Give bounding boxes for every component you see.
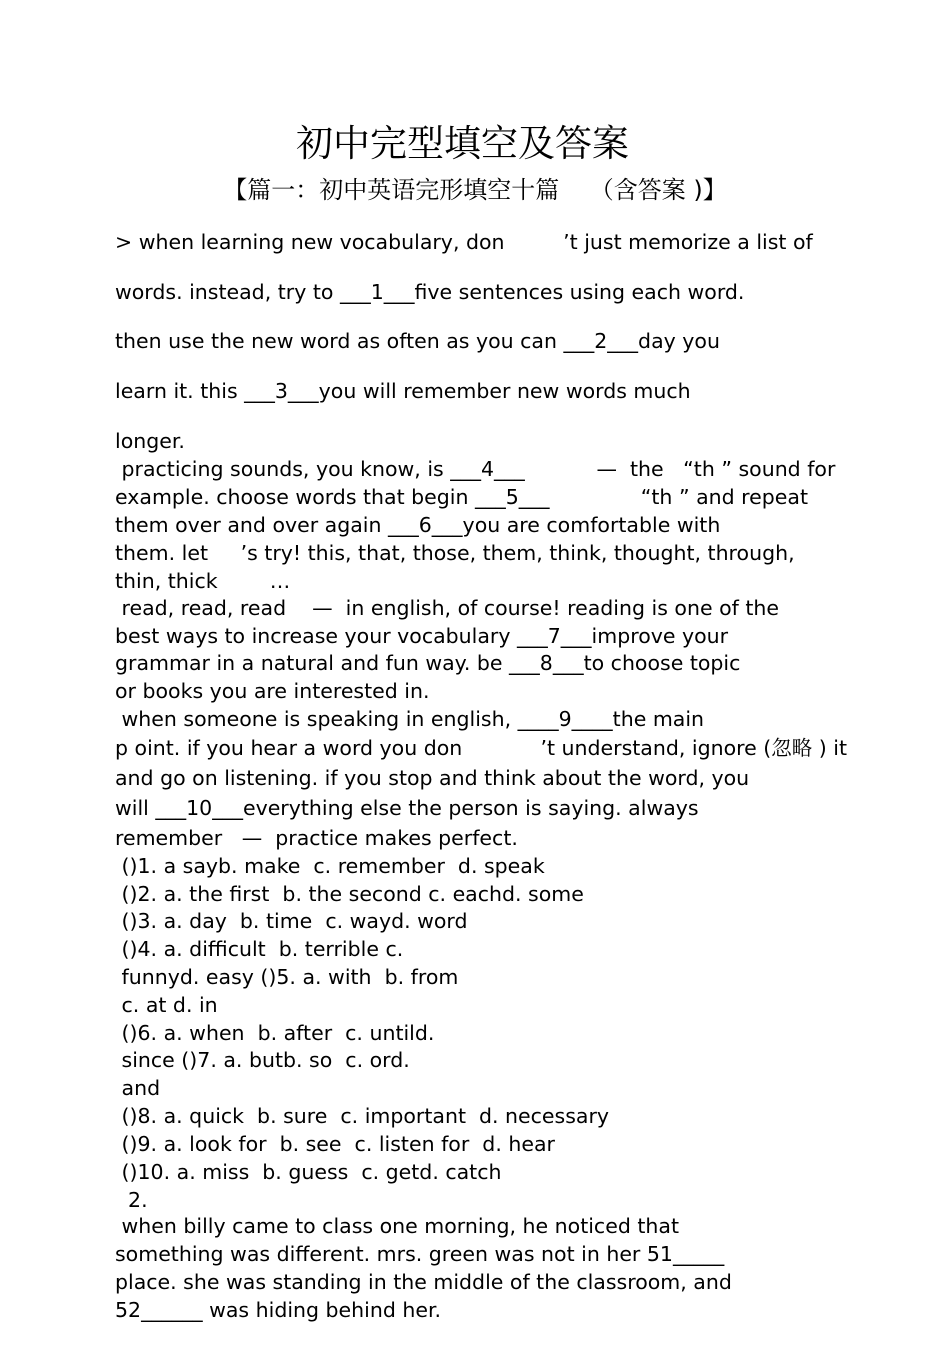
text-line: practicing sounds, you know, is ___4___ — the “th ” sound for xyxy=(115,457,836,481)
text-line: since ()7. a. butb. so c. ord. xyxy=(115,1048,410,1072)
text-line: ()9. a. look for b. see c. listen for d. hear xyxy=(115,1132,555,1156)
text-line: read, read, read — in english, of course! reading is one of the xyxy=(115,596,779,620)
text-line: or books you are interested in. xyxy=(115,679,430,703)
text-line: 52______ was hiding behind her. xyxy=(115,1298,442,1322)
text-line: then use the new word as often as you can ___2___day you xyxy=(115,329,720,353)
text-line: learn it. this ___3___you will remember new words much xyxy=(115,379,691,403)
text-line: them. let ’s try! this, that, those, them, think, thought, through, xyxy=(115,541,795,565)
text-line: remember — practice makes perfect. xyxy=(115,826,518,850)
text-line: ()6. a. when b. after c. untild. xyxy=(115,1021,435,1045)
text-line: 2. xyxy=(115,1188,148,1212)
text-line: something was different. mrs. green was not in her 51_____ xyxy=(115,1242,725,1266)
text-line: > when learning new vocabulary, don ’t just memorize a list of xyxy=(115,230,813,254)
text-line: funnyd. easy ()5. a. with b. from xyxy=(115,965,459,989)
text-line: ()8. a. quick b. sure c. important d. necessary xyxy=(115,1104,610,1128)
text-line: grammar in a natural and fun way. be ___8___to choose topic xyxy=(115,651,741,675)
text-line: when billy came to class one morning, he noticed that xyxy=(115,1214,679,1238)
text-line: ()10. a. miss b. guess c. getd. catch xyxy=(115,1160,502,1184)
text-line: will ___10___everything else the person is saying. always xyxy=(115,796,699,820)
text-line: and xyxy=(115,1076,161,1100)
text-line: ()2. a. the first b. the second c. eachd. some xyxy=(115,882,584,906)
text-line: words. instead, try to ___1___five sentences using each word. xyxy=(115,280,745,304)
document-subtitle: 【篇一：初中英语完形填空十篇 （含答案 )】 xyxy=(223,176,727,204)
text-line: longer. xyxy=(115,429,185,453)
text-line: when someone is speaking in english, ____9____the main xyxy=(115,707,705,731)
text-line: p oint. if you hear a word you don ’t understand, ignore (忽略 ) it xyxy=(115,736,848,760)
text-line: and go on listening. if you stop and think about the word, you xyxy=(115,766,750,790)
document-title: 初中完型填空及答案 xyxy=(296,122,629,165)
text-line: place. she was standing in the middle of the classroom, and xyxy=(115,1270,732,1294)
text-line: c. at d. in xyxy=(115,993,218,1017)
text-line: ()3. a. day b. time c. wayd. word xyxy=(115,909,468,933)
text-line: example. choose words that begin ___5___ “th ” and repeat xyxy=(115,485,808,509)
text-line: ()1. a sayb. make c. remember d. speak xyxy=(115,854,545,878)
text-line: ()4. a. difficult b. terrible c. xyxy=(115,937,404,961)
text-line: them over and over again ___6___you are comfortable with xyxy=(115,513,721,537)
text-line: thin, thick … xyxy=(115,569,291,593)
text-line: best ways to increase your vocabulary ___7___improve your xyxy=(115,624,729,648)
